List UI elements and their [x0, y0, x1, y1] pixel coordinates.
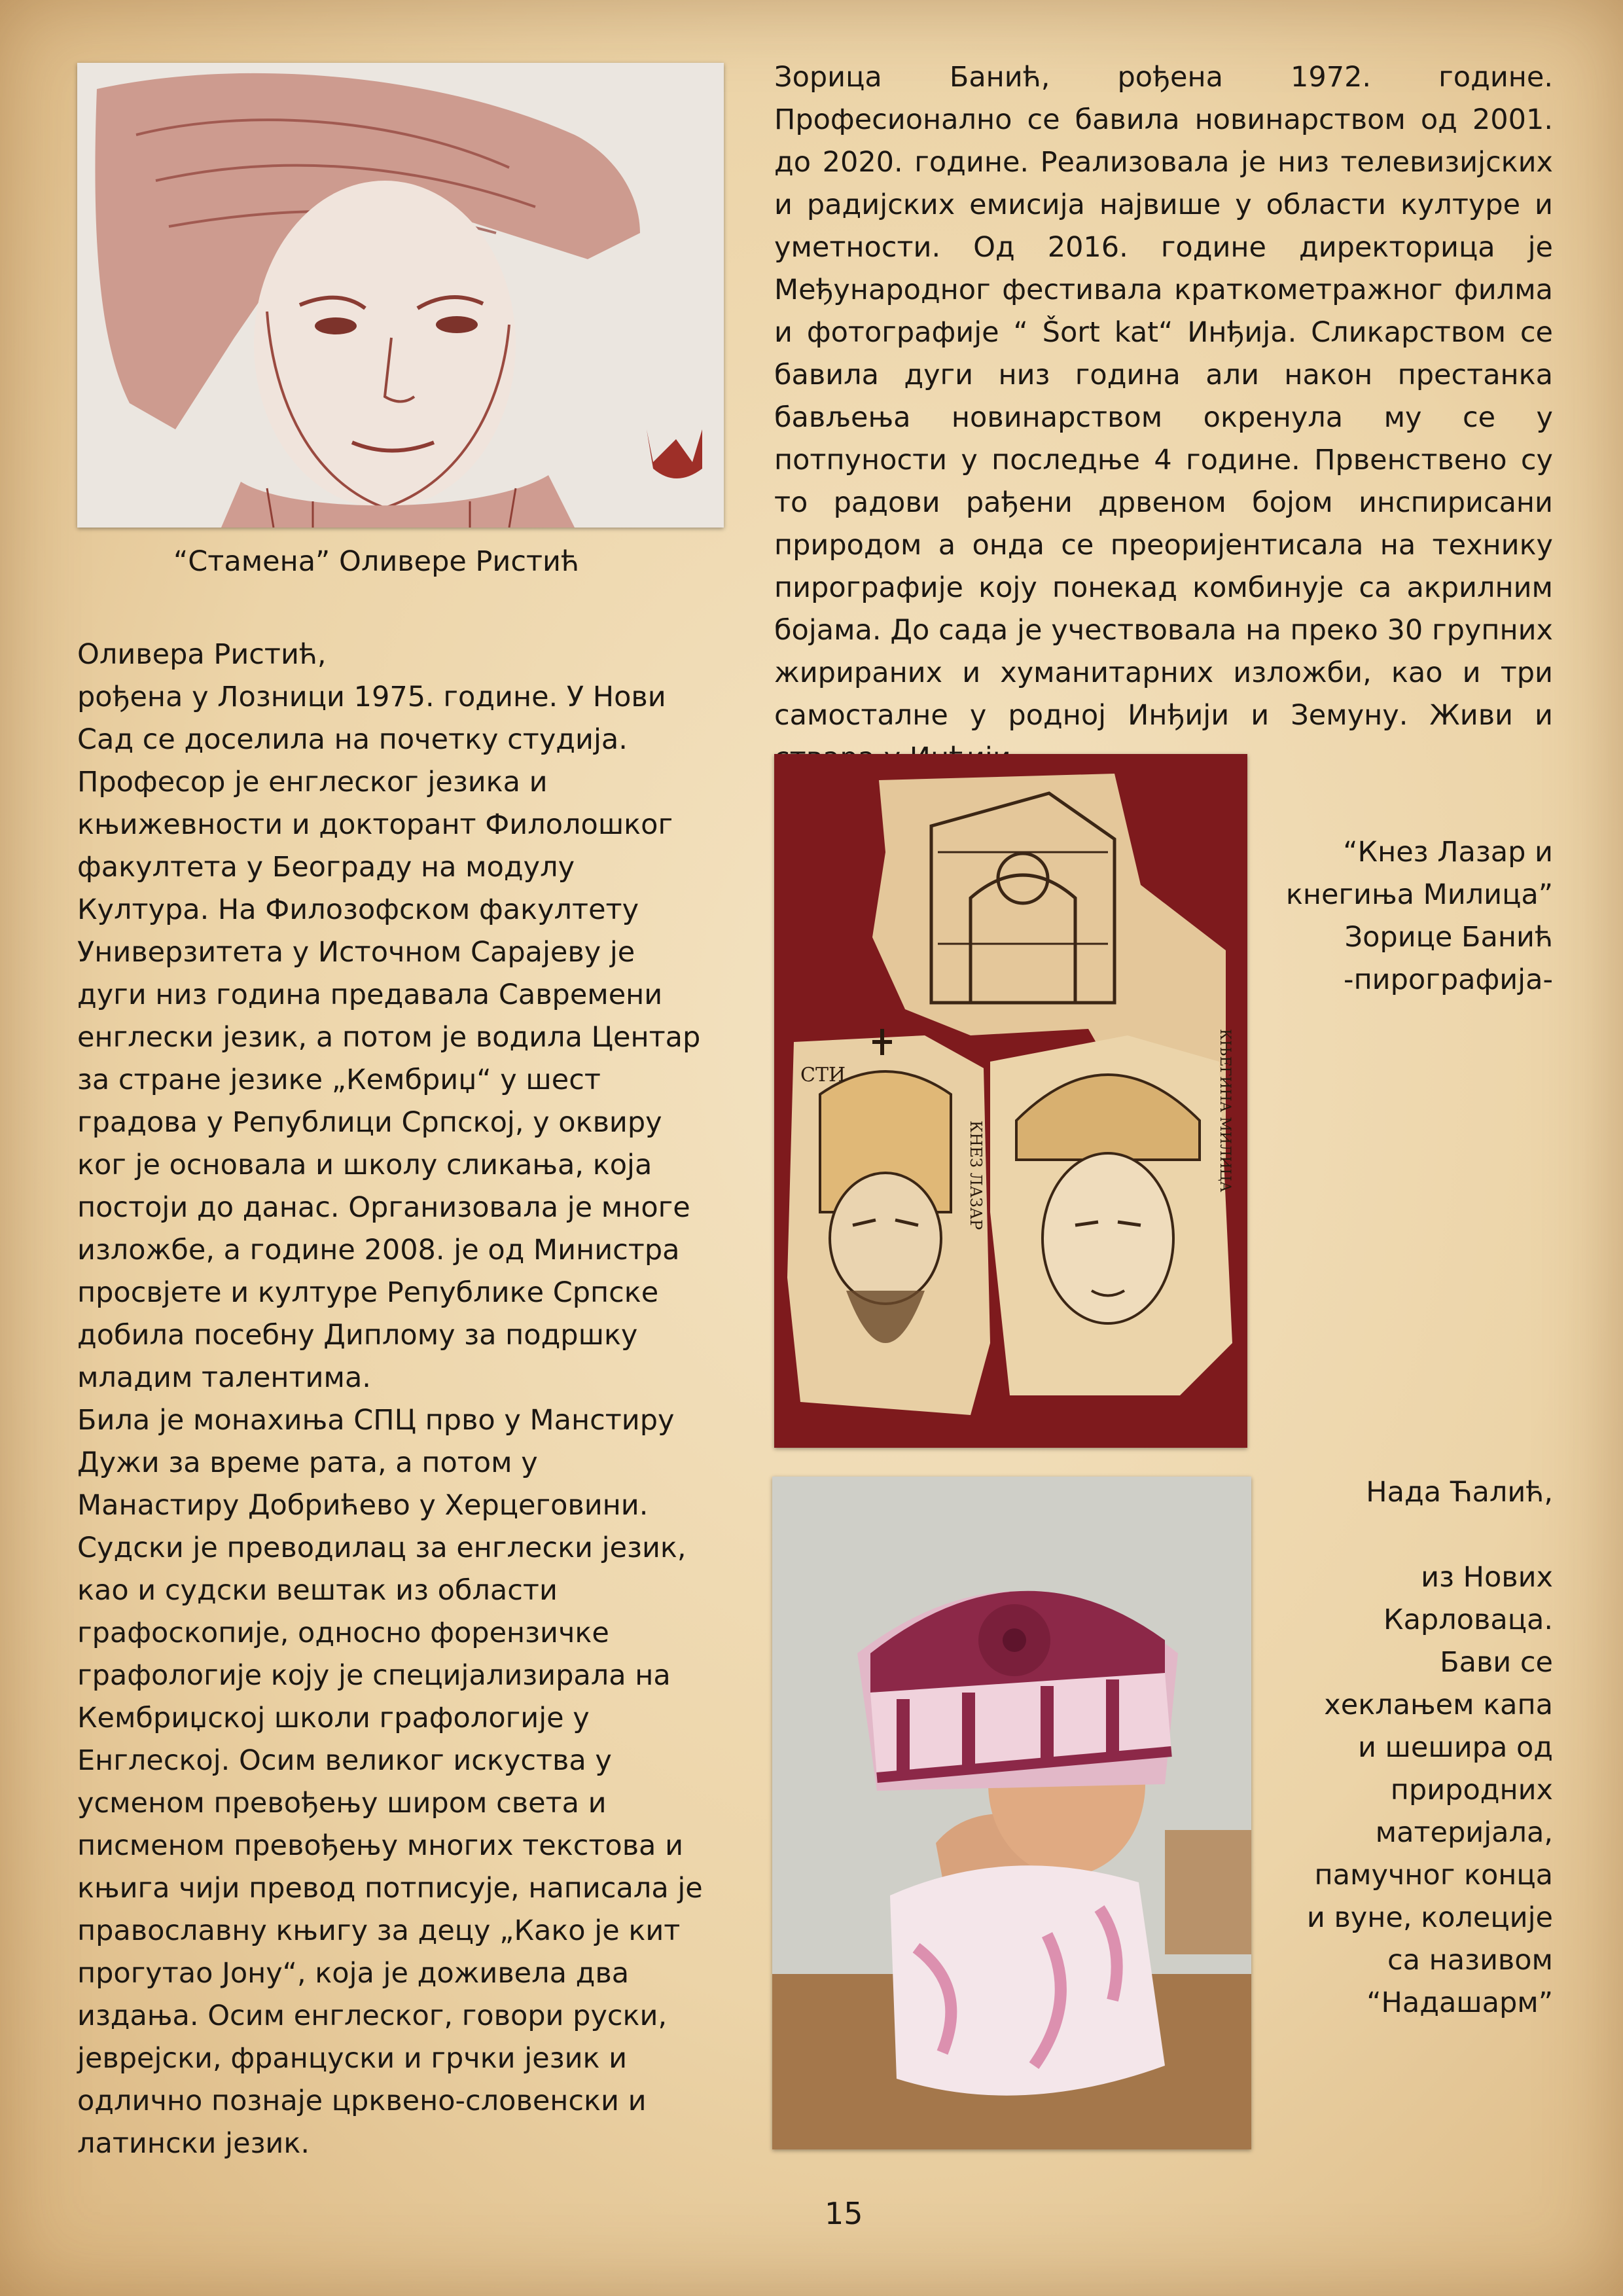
pyrography-image: [774, 754, 1247, 1448]
nada-line: са називом: [1387, 1944, 1553, 1977]
olivera-bio: [77, 634, 705, 2165]
nada-line: Карловаца.: [1383, 1604, 1553, 1636]
nada-line: хеклањем капа: [1324, 1689, 1553, 1721]
pyrography-label-left: СТИ: [800, 1064, 846, 1086]
pyrography-caption: [1257, 831, 1553, 1001]
zorica-bio: [774, 56, 1553, 780]
zorica-bio-text: Зорица Банић, рођена 1972. године. Професионално се бавила новинарством од 2001. до 2020. године. Реализовала је низ телевизијских и радијских емисија највише у области културе и уметности. Од 2016. године директорица је Међународног фестивала краткометражног филма и фотографије “ Šort kat“ Инђија. Сликарством се бавила дуги низ година али након престанка бављења новинарством окренула му се у потпуности у последње 4 године. Првенствено су то радови рађени дрвеном бојом инспирисани природом а онда се преоријентисала на технику пирографије коју понекад комбинује са акрилним бојама. До сада је учествовала на преко 30 групних жирираних и хуманитарних изложби, као и три самосталне у родној Инђији и Земуну. Живи и: [774, 61, 1553, 732]
nada-line: материјала,: [1375, 1816, 1553, 1849]
pyrography-caption-line-1: “Кнез Лазар и: [1343, 836, 1553, 869]
crochet-hat-photo: [772, 1477, 1251, 2149]
nada-line: Бави се: [1440, 1646, 1553, 1679]
nada-line: памучног конца: [1314, 1859, 1553, 1892]
pyrography-label-knegin: КЊЕГИНА МИЛИЦА: [1217, 1029, 1233, 1193]
portrait-drawing-image: [77, 63, 724, 528]
nada-bio: [1258, 1471, 1553, 2024]
olivera-bio-text-2: Била је монахиња СПЦ прво у Манстиру Дужи за време рата, а потом у Манастиру Добрићево у Херцеговини. Судски је преводилац за енглески језик, као и судски вештак из области графоскопије, односно форензичке графологије коју је специјализирала на Кембриџској школи графологије у Енглеској. Осим великог искуства у усменом превођењу широм света и писменом превођењу многих текстова и књига чији превод потписује, написала је православну књигу за децу „Како је кит прогутао Јону“, која је доживела два издања. Осим енглеског, говори руски, јеврејски, француски и грчки језик и одлично познаје црквено-словенски и латински језик.: [77, 1404, 703, 2160]
page-number: 15: [825, 2196, 863, 2231]
nada-line: и вуне, колеције: [1306, 1901, 1553, 1934]
nada-line: “Надашарм”: [1366, 1986, 1553, 2019]
nada-line: и шешира од: [1357, 1731, 1553, 1764]
olivera-name: Оливера Ристић,: [77, 638, 327, 671]
pyrography-caption-line-2: кнегиња Милица”: [1285, 878, 1553, 911]
portrait-caption: “Стамена” Оливере Ристић: [173, 545, 580, 578]
nada-line: природних: [1390, 1774, 1553, 1806]
olivera-bio-text: рођена у Лозници 1975. године. У Нови Сад се доселила на почетку студија. Професор је енглеског језика и књижевности и докторант Филолошког факултета у Београду на модулу Култура. На Филозофском факултету Универзитета у Источном Сарајеву је дуги низ година предавала Савремени енглески језик, а потом је водила Центар за стране језике „Кембриџ“ у шест градова у Републици Српској, у оквиру ког је основала и школу сликања, која постоји до данас. Организовала је многе изложбе, а године 2008. је од Министра просвјете и културе Републике Српске добила посебну Диплому за подршку младим талентима.: [77, 681, 701, 1394]
nada-name: Нада Ћалић,: [1366, 1476, 1553, 1509]
nada-line: из Нових: [1421, 1561, 1553, 1594]
pyrography-caption-line-3: Зорице Банић: [1344, 921, 1553, 954]
pyrography-label-knez: КНЕЗ ЛАЗАР: [967, 1121, 985, 1230]
pyrography-caption-line-4: -пирографија-: [1344, 963, 1553, 996]
